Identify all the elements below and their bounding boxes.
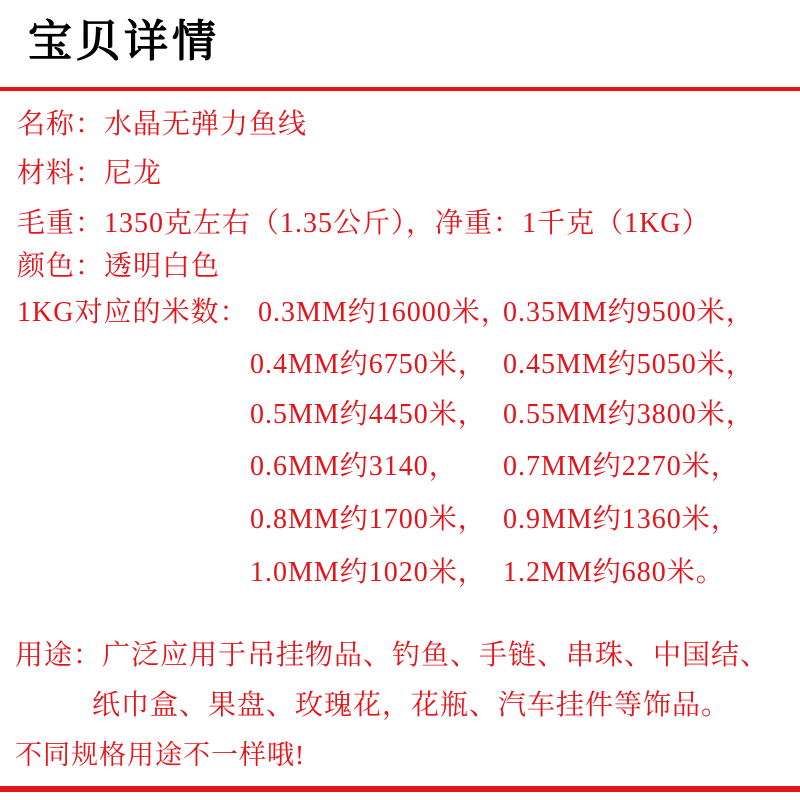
- section-title: 宝贝详情: [28, 17, 220, 66]
- name-value: 水晶无弹力鱼线: [104, 109, 308, 140]
- detail-row-name: [17, 108, 307, 142]
- detail-row-material: [17, 157, 162, 191]
- usage-row: [15, 639, 769, 673]
- length-spec-item: 0.5MM约4450米，: [250, 399, 487, 430]
- length-spec-item: 0.45MM约5050米，: [503, 349, 755, 380]
- color-value: 透明白色: [104, 251, 221, 282]
- length-spec-item: 0.3MM约16000米，: [258, 297, 510, 328]
- length-spec-item: 0.4MM约6750米，: [250, 349, 487, 380]
- length-spec-item: 0.9MM约1360米，: [503, 504, 740, 535]
- bottom-divider: [0, 786, 800, 792]
- gross-weight-label: 毛重：: [17, 208, 105, 239]
- net-weight-label: 净重：: [435, 208, 523, 239]
- length-spec-item: 0.6MM约3140，: [250, 451, 458, 482]
- length-spec-item: 0.7MM约2270米，: [503, 451, 740, 482]
- usage-text-line-2: 纸巾盒、果盘、玫瑰花，花瓶、汽车挂件等饰品。: [92, 690, 731, 721]
- length-spec-item: 0.8MM约1700米，: [250, 504, 487, 535]
- length-spec-item: 0.35MM约9500米，: [503, 297, 755, 328]
- name-label: 名称：: [17, 109, 105, 140]
- usage-label: 用途：: [15, 640, 103, 671]
- material-value: 尼龙: [104, 158, 163, 189]
- detail-row-weight: [17, 207, 711, 241]
- spec-note: 不同规格用途不一样哦!: [15, 740, 305, 770]
- length-per-kg-label: 1KG对应的米数：: [17, 297, 249, 328]
- length-spec-item: 1.2MM约680米。: [503, 557, 725, 588]
- gross-weight-value: 1350克左右（1.35公斤）: [104, 208, 407, 239]
- material-label: 材料：: [17, 158, 105, 189]
- color-label: 颜色：: [17, 251, 105, 282]
- weight-separator: ，: [406, 208, 436, 239]
- length-spec-item: 0.55MM约3800米，: [503, 399, 755, 430]
- title-divider: [0, 87, 800, 91]
- net-weight-value: 1千克（1KG）: [522, 208, 711, 239]
- detail-row-color: [17, 250, 220, 284]
- length-spec-item: 1.0MM约1020米，: [250, 557, 487, 588]
- usage-text-line-1: 广泛应用于吊挂物品、钓鱼、手链、串珠、中国结、: [102, 640, 770, 671]
